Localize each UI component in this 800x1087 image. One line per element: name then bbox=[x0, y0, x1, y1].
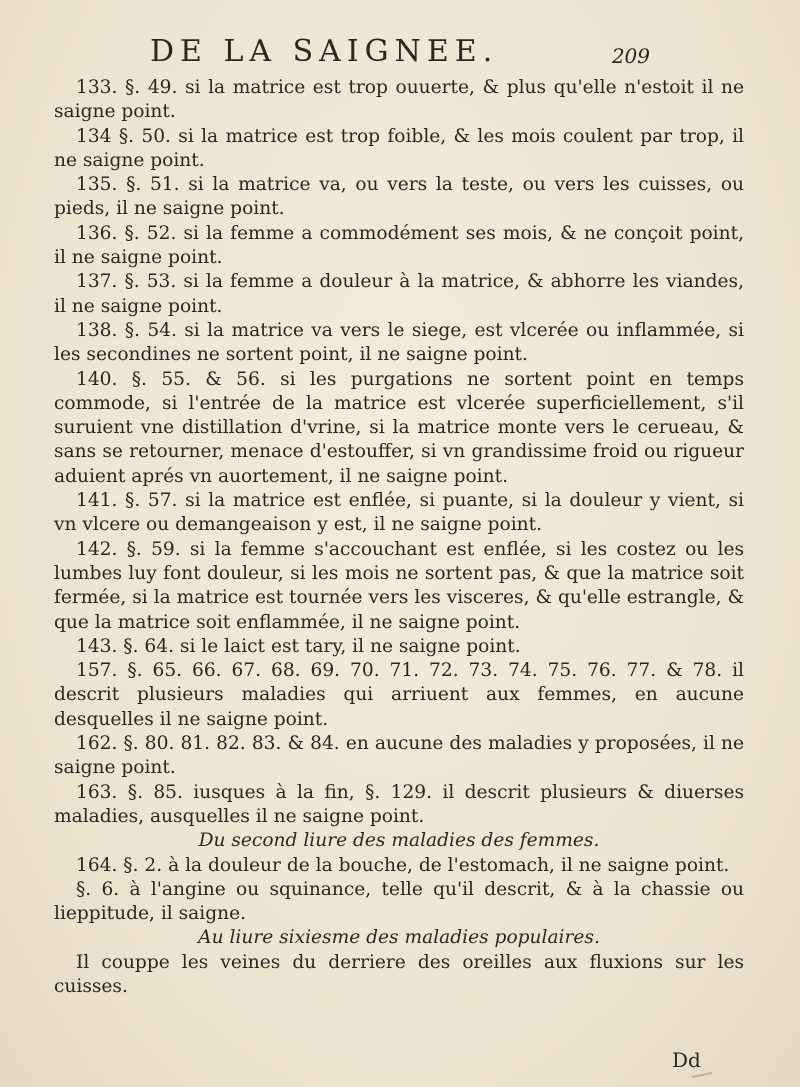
paragraph-165: Il couppe les veines du derriere des oreilles aux fluxions sur les cuisses. bbox=[54, 951, 744, 997]
paragraph-162: 162. §. 80. 81. 82. 83. & 84. en aucune des maladies y proposées, il ne saigne point. bbox=[54, 733, 744, 779]
paragraph-142: 142. §. 59. si la femme s'accouchant est enflée, si les costez ou les lumbes luy font douleur, si les mois ne sortent pas, & que la matrice soit fermée, si la matrice est tournée vers les visceres, & qu'elle estrangle, & que la matrice soit enflammée, il ne saigne point. bbox=[54, 538, 744, 633]
paragraph-140: 140. §. 55. & 56. si les purgations ne sortent point en temps commode, si l'entrée de la matrice est vlcerée superficiellement, s'il suruient vne distillation d'vrine, si la matrice monte vers le cerueau, & sans se retourner, menace d'estouffer, si vn grandissime froid ou rigueur aduient aprés vn auortement, il ne saigne point. bbox=[54, 368, 744, 487]
paragraph-137: 137. §. 53. si la femme a douleur à la matrice, & abhorre les viandes, il ne saigne point. bbox=[54, 271, 744, 317]
signature-mark: Dd bbox=[672, 1048, 701, 1072]
ink-stroke bbox=[692, 1072, 712, 1078]
paragraph-136: 136. §. 52. si la femme a commodément ses mois, & ne conçoit point, il ne saigne point. bbox=[54, 222, 744, 269]
section-heading-sixth-book: Au liure sixiesme des maladies populaires. bbox=[198, 927, 600, 949]
page-header bbox=[150, 34, 650, 74]
page-number: 209 bbox=[611, 44, 650, 68]
paragraph-164b: §. 6. à l'angine ou squinance, telle qu'il descrit, & à la chassie ou lieppitude, il saigne. bbox=[54, 878, 744, 925]
paragraph-141: 141. §. 57. si la matrice est enflée, si puante, si la douleur y vient, si vn vlcere ou demangeaison y est, il ne saigne point. bbox=[54, 490, 744, 536]
paragraph-135: 135. §. 51. si la matrice va, ou vers la teste, ou vers les cuisses, ou pieds, il ne saigne point. bbox=[54, 174, 744, 220]
paragraph-164: 164. §. 2. à la douleur de la bouche, de l'estomach, il ne saigne point. bbox=[76, 854, 730, 876]
paragraph-133: 133. §. 49. si la matrice est trop ouuerte, & plus qu'elle n'estoit il ne saigne point. bbox=[54, 77, 744, 123]
paragraph-163: 163. §. 85. iusques à la fin, §. 129. il descrit plusieurs & diuerses maladies, ausquelles il ne saigne point. bbox=[54, 781, 744, 827]
page-body bbox=[54, 76, 744, 999]
paragraph-138: 138. §. 54. si la matrice va vers le siege, est vlcerée ou inflammée, si les secondines ne sortent point, il ne saigne point. bbox=[54, 319, 744, 366]
paragraph-134: 134 §. 50. si la matrice est trop foible, & les mois coulent par trop, il ne saigne point. bbox=[54, 125, 744, 171]
paragraph-143: 143. §. 64. si le laict est tary, il ne saigne point. bbox=[76, 635, 521, 657]
section-heading-second-book: Du second liure des maladies des femmes. bbox=[198, 830, 600, 852]
paragraph-157: 157. §. 65. 66. 67. 68. 69. 70. 71. 72. 73. 74. 75. 76. 77. & 78. il descrit plusieurs maladies qui arriuent aux femmes, en aucune desquelles il ne saigne point. bbox=[54, 660, 744, 730]
running-title: DE LA SAIGNEE. bbox=[150, 34, 499, 69]
